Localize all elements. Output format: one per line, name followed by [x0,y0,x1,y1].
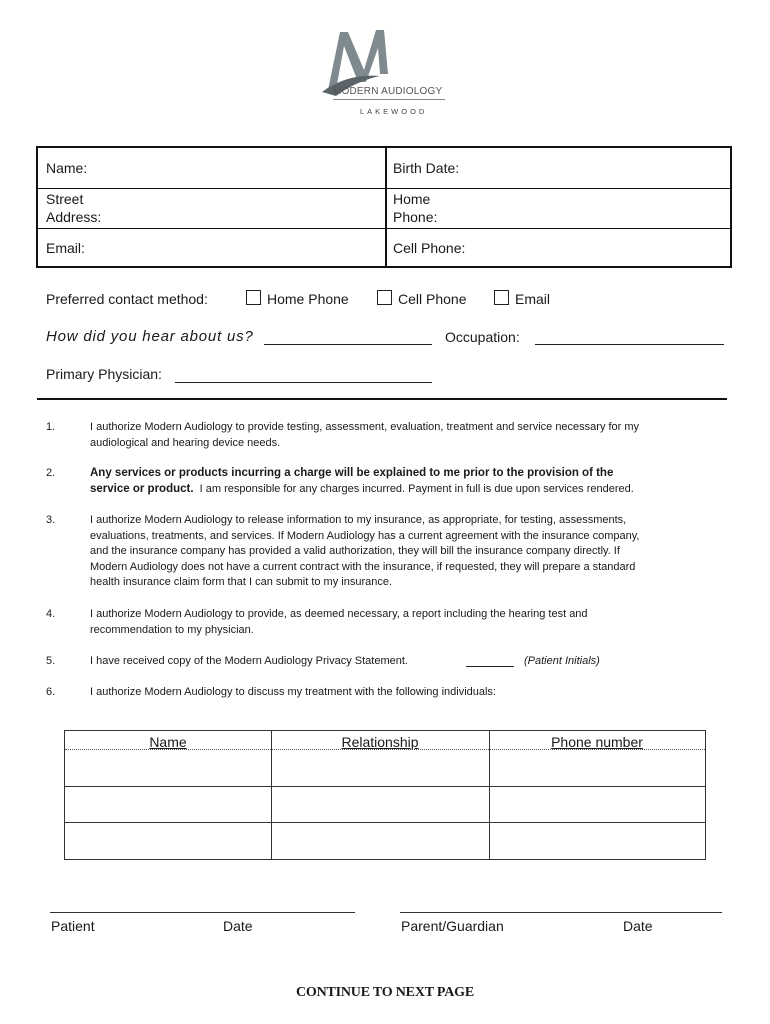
logo-divider [333,99,445,100]
authorization-item-4 [90,607,730,638]
item-line: Modern Audiology does not have a current contract with the insurance, if requested, they will prepare a standard [90,560,636,573]
authorization-item-2 [90,466,730,497]
item-bold-text: Any services or products incurring a charge will be explained to me prior to the provision of the [90,467,614,479]
patient-info-table [36,146,732,268]
item-bold-text: service or product. [90,482,194,495]
continue-notice: CONTINUE TO NEXT PAGE [296,985,474,1000]
guardian-signature-label: Parent/Guardian [401,918,504,934]
item-number: 5. [46,655,56,667]
section-divider [37,398,727,400]
item-line: audiological and hearing device needs. [90,436,281,449]
item-number: 4. [46,608,56,620]
item-line: I authorize Modern Audiology to provide testing, assessment, evaluation, treatment and service necessary for my [90,421,640,433]
address-label: Address: [46,209,102,225]
item-text: I am responsible for any charges incurred. Payment in full is due upon services rendered. [199,482,634,495]
home-phone-checkbox[interactable] [246,290,261,305]
info-row [38,228,730,266]
home-phone-option: Home Phone [267,291,349,307]
column-header-name: Name [149,734,187,750]
patient-initials-blank[interactable] [466,666,514,667]
item-number: 2. [46,467,56,479]
column-header-phone: Phone number [551,734,643,750]
column-divider [489,731,490,859]
cell-phone-checkbox[interactable] [377,290,392,305]
street-label: Street [46,191,84,207]
occupation-label: Occupation: [445,329,520,345]
guardian-date-label: Date [623,918,653,934]
email-checkbox[interactable] [494,290,509,305]
occupation-blank[interactable] [535,344,724,345]
authorization-item-1 [90,420,730,451]
item-line: health insurance claim form that I can submit to my insurance. [90,576,393,588]
street-address-field[interactable] [46,190,101,226]
info-row [38,148,730,189]
email-field[interactable]: Email: [46,240,85,256]
logo-name: MODERN AUDIOLOGY [333,86,443,97]
privacy-statement-text: I have received copy of the Modern Audiology Privacy Statement. [90,655,408,667]
item-line: and the insurance company has provided a valid authorization, they will bill the insurance company directly. If [90,545,620,557]
row-divider [65,822,705,823]
item-number: 1. [46,421,56,433]
name-field[interactable]: Name: [46,160,88,176]
cell-phone-option: Cell Phone [398,291,467,307]
header-divider [65,749,705,750]
hear-about-question: How did you hear about us? [46,328,254,345]
authorized-individuals-table [64,730,706,860]
authorization-item-3 [90,513,740,591]
column-header-relationship: Relationship [341,734,419,750]
birth-date-field[interactable]: Birth Date: [393,160,460,176]
cell-phone-field[interactable]: Cell Phone: [393,240,466,256]
logo-location: LAKEWOOD [360,107,428,116]
item-number: 3. [46,514,56,526]
discuss-treatment-text: I authorize Modern Audiology to discuss my treatment with the following individuals: [90,686,496,698]
item-line: I authorize Modern Audiology to release information to my insurance, as appropriate, for testing, assessments, [90,514,627,526]
phone-label: Phone: [393,209,438,225]
home-label: Home [393,191,431,207]
column-divider [271,731,272,859]
home-phone-field[interactable] [393,190,437,226]
patient-initials-label: (Patient Initials) [524,655,600,667]
physician-label: Primary Physician: [46,366,162,382]
item-number: 6. [46,686,56,698]
item-line: I authorize Modern Audiology to provide, as deemed necessary, a report including the hearing test and [90,608,588,620]
hear-about-blank[interactable] [264,344,432,345]
contact-method-label: Preferred contact method: [46,291,208,307]
guardian-signature-line[interactable] [400,912,722,913]
info-row [38,188,730,229]
patient-signature-line[interactable] [50,912,355,913]
patient-signature-label: Patient [51,918,95,934]
item-line: recommendation to my physician. [90,623,254,636]
email-option: Email [515,291,551,307]
physician-blank[interactable] [175,382,432,383]
patient-date-label: Date [223,918,253,934]
item-line: evaluations, treatments, and services. If Modern Audiology has a current agreement with the insurance company, [90,529,640,542]
row-divider [65,786,705,787]
